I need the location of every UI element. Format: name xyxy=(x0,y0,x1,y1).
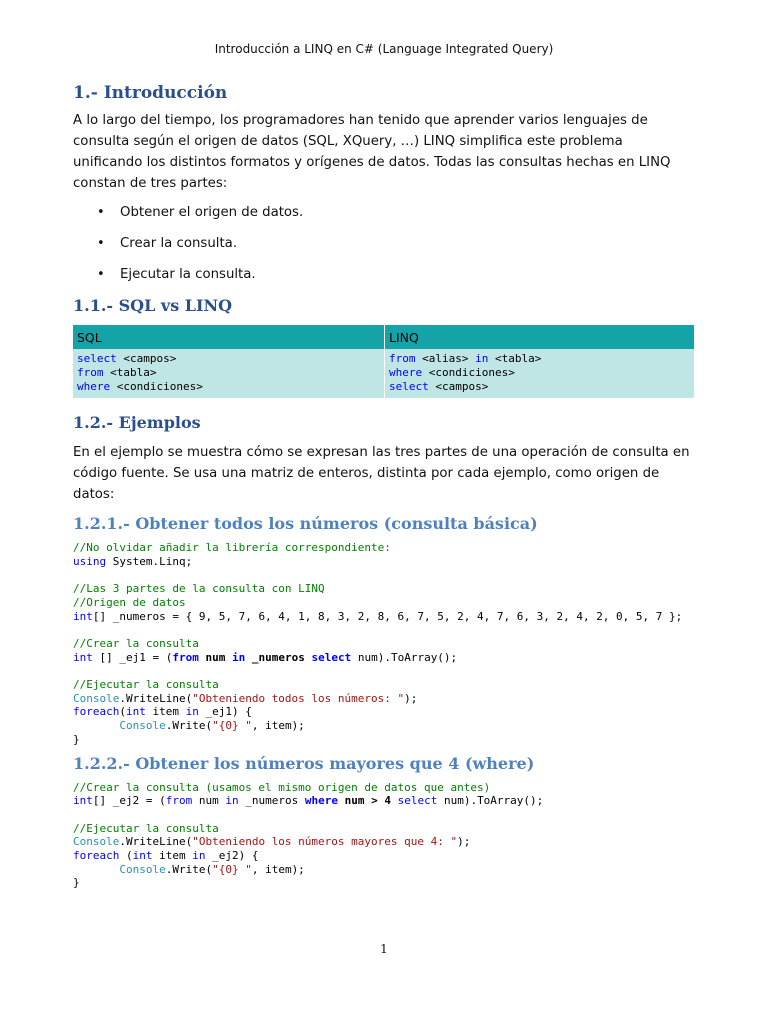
code-line xyxy=(73,678,696,692)
code-text: .Write( xyxy=(165,719,213,733)
list-item xyxy=(73,202,696,223)
code-text: , item); xyxy=(251,719,305,733)
page-content xyxy=(73,82,696,896)
column-header-sql: SQL xyxy=(73,325,385,349)
keyword: select xyxy=(389,380,429,393)
parts-list xyxy=(73,202,696,285)
code-text: .WriteLine( xyxy=(119,691,193,705)
code-text: num > 4 xyxy=(337,794,398,808)
keyword: foreach xyxy=(73,849,120,862)
code-text: num).ToArray(); xyxy=(437,794,544,808)
code-line xyxy=(73,637,696,651)
code-text: .Write( xyxy=(165,862,213,876)
string-literal: "Obteniendo todos los números: " xyxy=(192,691,405,705)
code-comment: //Origen de datos xyxy=(73,595,186,609)
code-text: _numeros xyxy=(245,650,312,664)
keyword: in xyxy=(475,352,489,365)
code-comment: //Las 3 partes de la consulta con LINQ xyxy=(73,582,325,596)
keyword: select xyxy=(397,794,438,808)
code-line xyxy=(73,876,696,890)
code-text: num xyxy=(192,794,226,808)
keyword: in xyxy=(185,705,199,719)
code-line xyxy=(73,781,696,795)
code-text: item xyxy=(152,849,193,862)
string-literal: "{0} " xyxy=(212,719,252,733)
code-line xyxy=(77,352,380,366)
code-indent xyxy=(73,719,119,732)
code-text: item xyxy=(145,705,186,719)
code-text: _numeros xyxy=(238,794,305,808)
code-comment: //Crear la consulta xyxy=(73,636,199,650)
code-text: _ej2) { xyxy=(205,849,259,862)
code-text: ); xyxy=(404,691,418,705)
code-text: <tabla> xyxy=(488,352,542,365)
keyword: from xyxy=(77,366,104,379)
keyword: int xyxy=(73,609,93,623)
code-text: <condiciones> xyxy=(422,366,515,379)
keyword: int xyxy=(132,849,153,862)
code-line xyxy=(77,366,380,380)
code-text: } xyxy=(73,732,80,746)
keyword: select xyxy=(77,352,117,365)
code-line-blank xyxy=(73,568,696,582)
list-item xyxy=(73,233,696,254)
code-text: num).ToArray(); xyxy=(351,650,458,664)
code-line xyxy=(73,863,696,877)
list-item-text: Crear la consulta. xyxy=(120,236,238,251)
code-text: , item); xyxy=(251,862,305,876)
subsection-heading-where: 1.2.2.- Obtener los números mayores que 4 (where) xyxy=(73,753,535,773)
code-comment: //Ejecutar la consulta xyxy=(73,821,219,835)
code-line xyxy=(77,380,380,394)
running-header: Introducción a LINQ en C# (Language Integrated Query) xyxy=(214,42,554,56)
sql-syntax-cell xyxy=(73,349,385,398)
list-item xyxy=(73,264,696,285)
code-line xyxy=(73,822,696,836)
code-line-blank xyxy=(73,664,696,678)
type-name: Console xyxy=(119,719,166,733)
code-line xyxy=(73,596,696,610)
code-line xyxy=(73,651,696,665)
code-line xyxy=(389,366,690,380)
code-line xyxy=(73,610,696,624)
keyword: where xyxy=(77,380,111,393)
code-text: [] _ej2 = ( xyxy=(92,794,166,808)
code-text: ); xyxy=(457,835,471,849)
code-line xyxy=(389,352,690,366)
linq-syntax-cell xyxy=(385,349,695,398)
string-literal: "Obteniendo los números mayores que 4: " xyxy=(192,835,458,849)
bullet-icon: • xyxy=(97,205,105,220)
section-heading-ejemplos: 1.2.- Ejemplos xyxy=(73,413,201,432)
code-line xyxy=(73,555,696,569)
code-line xyxy=(389,380,690,394)
keyword: from xyxy=(172,650,199,664)
keyword: int xyxy=(73,650,93,664)
code-line xyxy=(73,849,696,863)
keyword: where xyxy=(304,794,338,808)
code-comment: //Crear la consulta (usamos el mismo origen de datos que antes) xyxy=(73,780,491,794)
code-line-blank xyxy=(73,808,696,822)
code-text: } xyxy=(73,876,80,890)
keyword: in xyxy=(225,794,239,808)
code-block-ejemplo-2 xyxy=(73,781,696,891)
string-literal: "{0} " xyxy=(212,862,252,876)
sql-linq-comparison-table xyxy=(73,325,695,398)
list-item-text: Ejecutar la consulta. xyxy=(120,267,256,282)
code-indent xyxy=(73,863,119,876)
keyword: select xyxy=(311,650,352,664)
code-text: <campos> xyxy=(428,380,489,393)
code-text: num xyxy=(198,650,232,664)
code-line xyxy=(73,541,696,555)
bullet-icon: • xyxy=(97,236,105,251)
type-name: Console xyxy=(119,862,166,876)
code-block-ejemplo-1 xyxy=(73,541,696,747)
bullet-icon: • xyxy=(97,267,105,282)
keyword: foreach xyxy=(73,705,120,719)
type-name: Console xyxy=(73,691,120,705)
intro-paragraph: A lo largo del tiempo, los programadores han tenido que aprender varios lenguajes de consulta según el origen de datos (SQL, XQuery, …) LINQ simplifica este problema unificando los distintos formatos y orígenes de datos. Todas las consultas hechas en LINQ constan de tres partes: xyxy=(73,113,671,191)
code-line xyxy=(73,582,696,596)
section-heading-sql-vs-linq: 1.1.- SQL vs LINQ xyxy=(73,296,233,315)
keyword: int xyxy=(73,794,93,808)
code-text: <campos> xyxy=(116,352,177,365)
table-row xyxy=(73,349,695,398)
code-comment: //Ejecutar la consulta xyxy=(73,677,219,691)
section-heading-introduccion: 1.- Introducción xyxy=(73,83,228,103)
keyword: from xyxy=(389,352,416,365)
code-text: ( xyxy=(119,705,126,719)
keyword: in xyxy=(231,650,246,664)
keyword: from xyxy=(165,794,193,808)
code-text: ( xyxy=(119,849,133,862)
code-line-blank xyxy=(73,623,696,637)
table-header-row xyxy=(73,325,695,349)
keyword: int xyxy=(125,705,146,719)
code-line xyxy=(73,835,696,849)
keyword: using xyxy=(73,554,107,568)
code-text: <tabla> xyxy=(103,366,157,379)
type-name: Console xyxy=(73,835,120,849)
list-item-text: Obtener el origen de datos. xyxy=(120,205,304,220)
code-text: [] _ej1 = ( xyxy=(92,650,173,664)
keyword: in xyxy=(192,849,206,862)
page-number: 1 xyxy=(380,942,388,956)
code-line xyxy=(73,692,696,706)
code-text: .WriteLine( xyxy=(119,835,193,849)
code-text: [] _numeros = { 9, 5, 7, 6, 4, 1, 8, 3, 2, 8, 6, 7, 5, 2, 4, 7, 6, 3, 2, 4, 2, 0, 5, 7 }; xyxy=(92,609,683,623)
ejemplos-paragraph: En el ejemplo se muestra cómo se expresan las tres partes de una operación de consulta en código fuente. Se usa una matriz de enteros, distinta por cada ejemplo, como origen de datos: xyxy=(73,445,690,502)
code-text: _ej1) { xyxy=(198,705,252,719)
code-line xyxy=(73,719,696,733)
column-header-linq: LINQ xyxy=(385,325,695,349)
keyword: where xyxy=(389,366,423,379)
code-text: System.Linq; xyxy=(106,554,193,568)
code-text: <condiciones> xyxy=(110,380,203,393)
code-text: <alias> xyxy=(415,352,476,365)
code-line xyxy=(73,733,696,747)
code-line xyxy=(73,794,696,808)
subsection-heading-consulta-basica: 1.2.1.- Obtener todos los números (consulta básica) xyxy=(73,514,538,533)
code-line xyxy=(73,705,696,719)
code-comment: //No olvidar añadir la librería correspondiente: xyxy=(73,541,391,554)
